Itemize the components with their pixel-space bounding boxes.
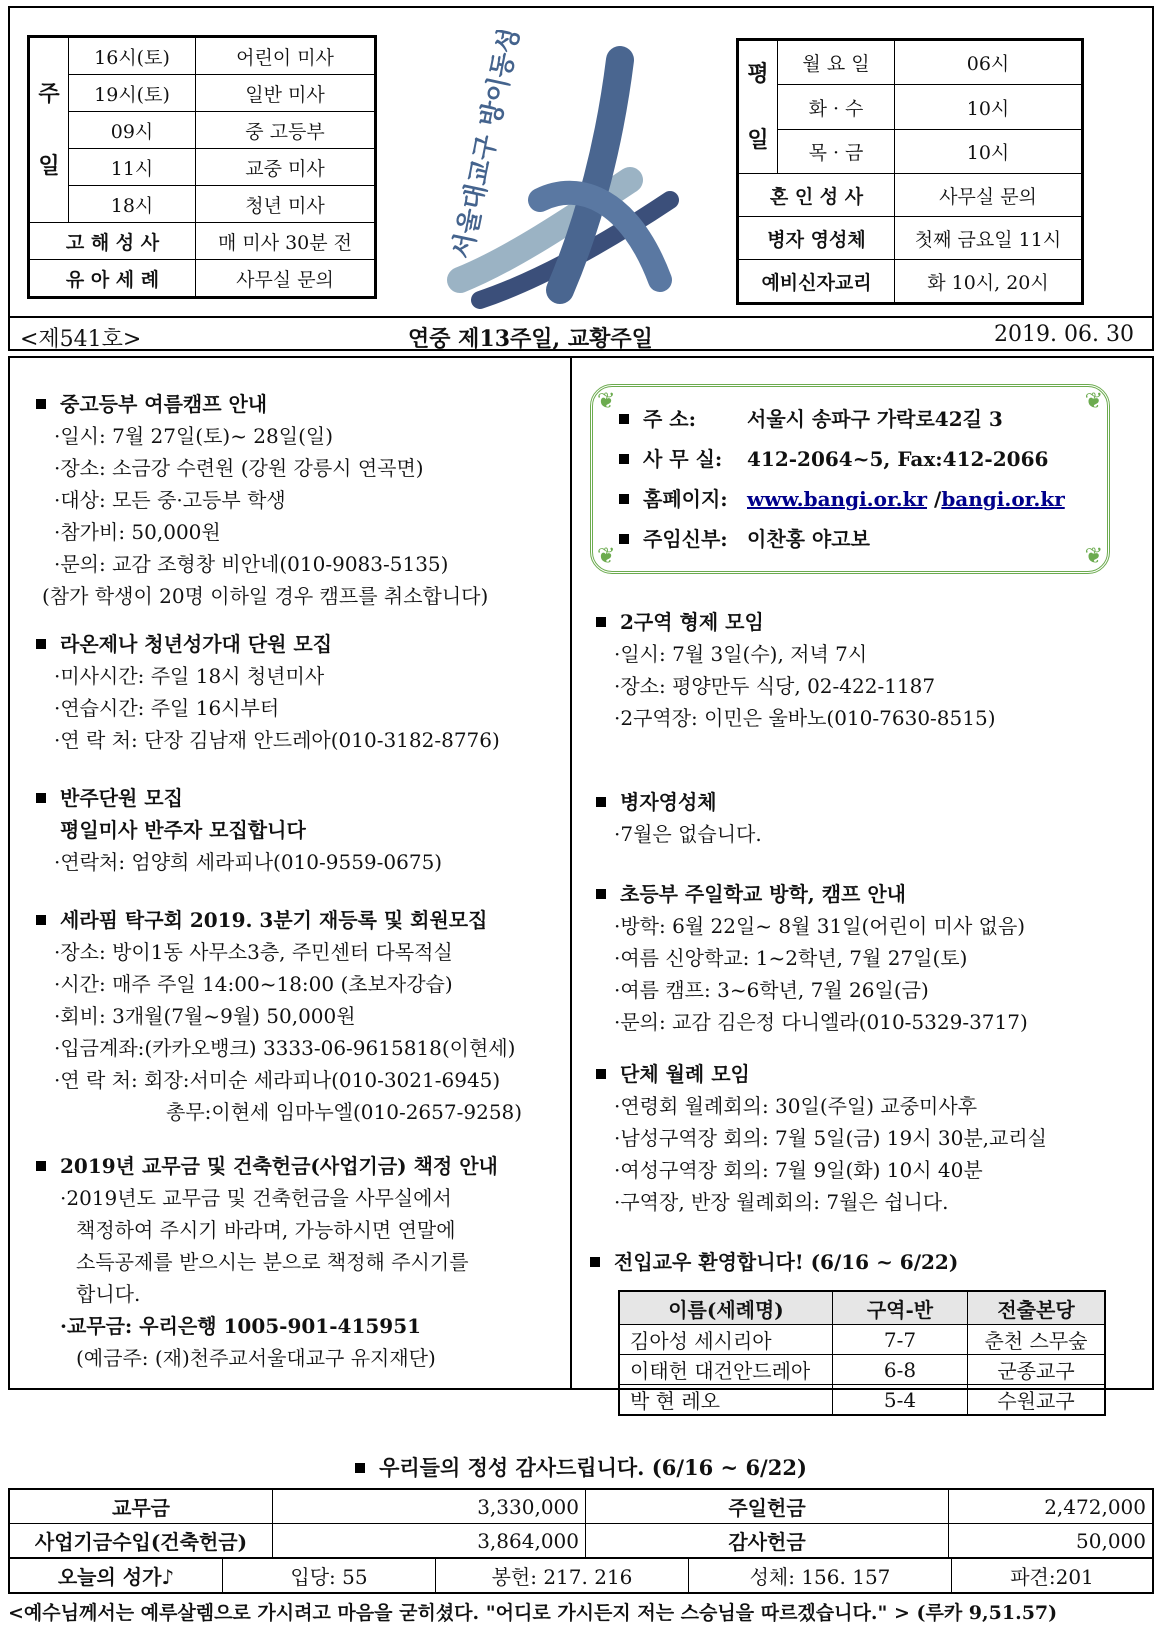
table-row: 교무금 3,330,000 주일헌금 2,472,000 — [9, 1489, 1153, 1524]
mass-name: 어린이 미사 — [196, 37, 376, 75]
section-item: ·대상: 모든 중·고등부 학생 — [54, 488, 286, 512]
column-divider — [570, 356, 572, 1390]
column-header: 이름(세례명) — [619, 1291, 833, 1325]
mass-time: 18시 — [69, 186, 196, 223]
weekday: 월 요 일 — [778, 40, 895, 85]
table-row: 사업기금수입(건축헌금) 3,864,000 감사헌금 50,000 — [9, 1524, 1153, 1559]
account-holder: (예금주: (재)천주교서울대교구 유지재단) — [76, 1346, 436, 1370]
mass-time: 11시 — [69, 149, 196, 186]
section-item: ·미사시간: 주일 18시 청년미사 — [54, 664, 325, 688]
ornament-icon: ❦ — [1084, 544, 1103, 569]
bullet-icon — [36, 399, 46, 409]
welcome-heading: 전입교우 환영합니다! (6/16 ~ 6/22) — [590, 1246, 958, 1278]
weekday-time: 10시 — [895, 85, 1083, 129]
section-item: ·여성구역장 회의: 7월 9일(화) 10시 40분 — [614, 1158, 983, 1182]
section-item: ·남성구역장 회의: 7월 5일(금) 19시 30분,교리실 — [614, 1126, 1047, 1150]
homepage-line: 홈페이지: www.bangi.or.kr /bangi.or.kr — [619, 479, 1065, 519]
offerings-heading: 우리들의 정성 감사드립니다. (6/16 ~ 6/22) — [8, 1452, 1154, 1482]
section-heading: 세라핌 탁구회 2019. 3분기 재등록 및 회원모집 — [36, 904, 522, 936]
mass-name: 청년 미사 — [196, 186, 376, 223]
hymn-entrance: 입당: 55 — [223, 1558, 436, 1593]
weekday: 화 · 수 — [778, 85, 895, 129]
wedding-label: 혼 인 성 사 — [738, 174, 895, 217]
section-item: 합니다. — [76, 1282, 141, 1306]
section-item: ·연령회 월례회의: 30일(주일) 교중미사후 — [614, 1094, 978, 1118]
section-heading: 반주단원 모집 — [36, 782, 442, 814]
section-monthly-meeting — [596, 1058, 1047, 1218]
hymn-recessional: 파견:201 — [952, 1558, 1154, 1593]
section-item: ·장소: 방이1동 사무소3층, 주민센터 다목적실 — [54, 940, 453, 964]
table-row: 박 현 레오 5-4 수원교구 — [619, 1385, 1105, 1416]
section-item: ·연습시간: 주일 16시부터 — [54, 696, 280, 720]
section-item: ·입금계좌:(카카오뱅크) 3333-06-9615818(이현세) — [54, 1036, 516, 1060]
section-item: ·문의: 교감 조형창 비안네(010-9083-5135) — [54, 552, 449, 576]
section-item: ·방학: 6월 22일~ 8월 31일(어린이 미사 없음) — [614, 914, 1026, 938]
section-table-tennis — [36, 904, 522, 1128]
info-lines — [619, 399, 1065, 559]
mass-time: 16시(토) — [69, 37, 196, 75]
section-sunday-school — [596, 878, 1028, 1038]
sick-communion-value: 첫째 금요일 11시 — [895, 217, 1083, 260]
bullet-icon — [596, 889, 606, 899]
confession-label: 고 해 성 사 — [29, 223, 196, 260]
section-item: 소득공제를 받으시는 분으로 책정해 주시기를 — [76, 1250, 469, 1274]
ornament-icon: ❦ — [1084, 389, 1103, 414]
section-youth-choir — [36, 628, 500, 756]
bullet-icon — [36, 639, 46, 649]
parish-logo — [420, 30, 700, 320]
section-item: ·일시: 7월 27일(토)~ 28일(일) — [54, 424, 333, 448]
welcome-table — [618, 1290, 1106, 1416]
section-item: ·2구역장: 이민은 울바노(010-7630-8515) — [614, 706, 996, 730]
bullet-icon — [36, 915, 46, 925]
section-item: ·참가비: 50,000원 — [54, 520, 221, 544]
homepage-link-short[interactable]: bangi.or.kr — [941, 487, 1065, 511]
baptism-value: 사무실 문의 — [196, 260, 376, 298]
parish-info-box — [590, 384, 1110, 574]
issue-number: <제541호> — [20, 327, 142, 352]
weekday-time: 06시 — [895, 40, 1083, 85]
column-header: 구역-반 — [833, 1291, 968, 1325]
ornament-icon: ❦ — [597, 389, 616, 414]
bullet-icon — [596, 617, 606, 627]
pastor-line: 주임신부: 이찬홍 야고보 — [619, 519, 1065, 559]
parish-logo-icon — [420, 30, 700, 320]
section-item: 책정하여 주시기 바라며, 가능하시면 연말에 — [76, 1218, 456, 1242]
baptism-label: 유 아 세 례 — [29, 260, 196, 298]
title-bar — [8, 316, 1154, 353]
bullet-icon — [36, 1161, 46, 1171]
section-item: ·2019년도 교무금 및 건축헌금을 사무실에서 — [60, 1186, 452, 1210]
section-dues — [36, 1150, 498, 1374]
weekday-schedule-table — [736, 38, 1084, 305]
bullet-icon — [355, 1463, 365, 1473]
catechumen-label: 예비신자교리 — [738, 260, 895, 304]
hymns-table — [8, 1557, 1154, 1594]
section-item: ·여름 신앙학교: 1~2학년, 7월 27일(토) — [614, 946, 968, 970]
weekday-time: 10시 — [895, 129, 1083, 173]
mass-time: 19시(토) — [69, 75, 196, 112]
office-line: 사 무 실: 412-2064~5, Fax:412-2066 — [619, 439, 1065, 479]
sunday-label: 주 일 — [29, 37, 69, 223]
logo-text: 서울대교구 방이동성당 — [447, 30, 531, 262]
section-item: ·7월은 없습니다. — [614, 822, 762, 846]
section-item: ·여름 캠프: 3~6학년, 7월 26일(금) — [614, 978, 929, 1002]
section-item: ·장소: 평양만두 식당, 02-422-1187 — [614, 674, 936, 698]
homepage-link[interactable]: www.bangi.or.kr — [747, 487, 928, 511]
section-heading: 라온제나 청년성가대 단원 모집 — [36, 628, 500, 660]
section-youth-camp — [36, 388, 488, 612]
section-item: ·연락처: 엄양희 세라피나(010-9559-0675) — [54, 850, 443, 874]
section-item: ·시간: 매주 주일 14:00~18:00 (초보자강습) — [54, 972, 453, 996]
section-item: ·연 락 처: 단장 김남재 안드레아(010-3182-8776) — [54, 728, 500, 752]
mass-name: 교중 미사 — [196, 149, 376, 186]
section-item: ·연 락 처: 회장:서미순 세라피나(010-3021-6945) — [54, 1068, 501, 1092]
bullet-icon — [596, 797, 606, 807]
sunday-schedule-table — [27, 35, 377, 299]
table-row: 이태헌 대건안드레아 6-8 군종교구 — [619, 1355, 1105, 1385]
issue-title: 연중 제13주일, 교황주일 — [408, 326, 653, 352]
mass-name: 일반 미사 — [196, 75, 376, 112]
column-header: 전출본당 — [968, 1291, 1106, 1325]
bank-account: ·교무금: 우리은행 1005-901-415951 — [60, 1314, 422, 1338]
section-item: ·장소: 소금강 수련원 (강원 강릉시 연곡면) — [54, 456, 424, 480]
weekday-label: 평 일 — [738, 40, 778, 174]
hymns-label: 오늘의 성가♪ — [9, 1558, 223, 1593]
section-item: ·구역장, 반장 월례회의: 7월은 쉽니다. — [614, 1190, 949, 1214]
bullet-icon — [596, 1069, 606, 1079]
section-note: (참가 학생이 20명 이하일 경우 캠프를 취소합니다) — [42, 584, 489, 608]
ornament-icon: ❦ — [597, 544, 616, 569]
wedding-value: 사무실 문의 — [895, 174, 1083, 217]
footer-quote: <예수님께서는 예루살렘으로 가시려고 마음을 굳히셨다. "어디로 가시든지 저는 스승님을 따르겠습니다." > (루카 9,51.57) — [8, 1602, 1058, 1624]
section-item: ·문의: 교감 김은정 다니엘라(010-5329-3717) — [614, 1010, 1028, 1034]
bullet-icon — [36, 793, 46, 803]
weekday: 목 · 금 — [778, 129, 895, 173]
section-heading: 2019년 교무금 및 건축헌금(사업기금) 책정 안내 — [36, 1150, 498, 1182]
mass-name: 중 고등부 — [196, 112, 376, 149]
section-heading: 2구역 형제 모임 — [596, 606, 996, 638]
confession-value: 매 미사 30분 전 — [196, 223, 376, 260]
issue-date: 2019. 06. 30 — [994, 322, 1134, 347]
section-sick-communion — [596, 786, 762, 850]
section-heading: 중고등부 여름캠프 안내 — [36, 388, 488, 420]
mass-time: 09시 — [69, 112, 196, 149]
section-subheading: 평일미사 반주자 모집합니다 — [60, 818, 306, 842]
section-item: ·일시: 7월 3일(수), 저녁 7시 — [614, 642, 868, 666]
bullet-icon — [590, 1257, 600, 1267]
catechumen-value: 화 10시, 20시 — [895, 260, 1083, 304]
hymn-offertory: 봉헌: 217. 216 — [436, 1558, 689, 1593]
table-row: 김아성 세시리아 7-7 춘천 스무숲 — [619, 1325, 1105, 1355]
section-heading: 병자영성체 — [596, 786, 762, 818]
address-line: 주 소: 서울시 송파구 가락로42길 3 — [619, 399, 1065, 439]
section-item: 총무:이현세 임마누엘(010-2657-9258) — [166, 1100, 523, 1124]
section-accompanist — [36, 782, 442, 878]
section-district-meeting — [596, 606, 996, 734]
offerings-table — [8, 1488, 1154, 1559]
sick-communion-label: 병자 영성체 — [738, 217, 895, 260]
section-heading: 단체 월례 모임 — [596, 1058, 1047, 1090]
section-item: ·회비: 3개월(7월~9월) 50,000원 — [54, 1004, 356, 1028]
hymn-communion: 성체: 156. 157 — [689, 1558, 952, 1593]
section-heading: 초등부 주일학교 방학, 캠프 안내 — [596, 878, 1028, 910]
